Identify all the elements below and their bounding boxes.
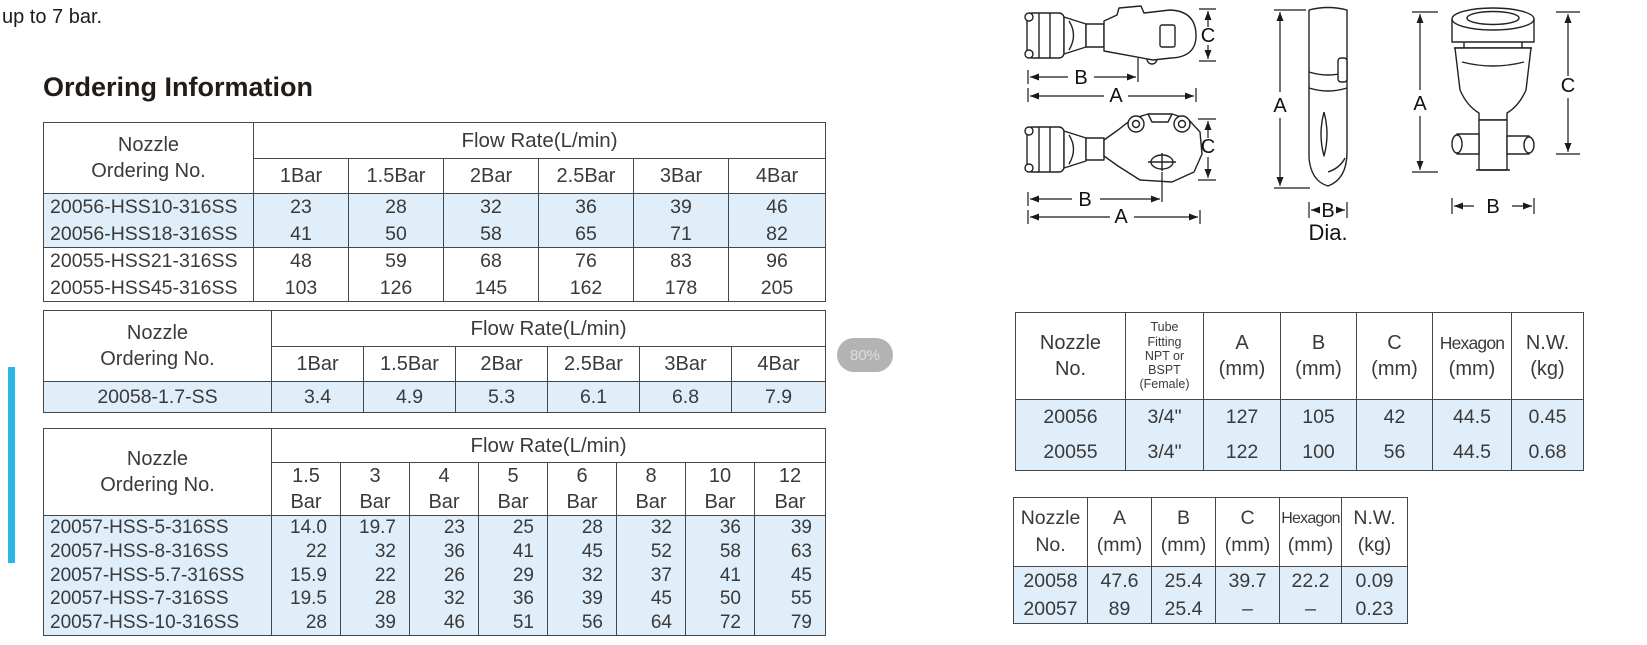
pressure-header: 2.5Bar — [539, 159, 634, 194]
nozzle-no: 20056-HSS18-316SS — [50, 222, 238, 245]
nozzle-outline — [1025, 6, 1196, 64]
dim-value: 3/4" — [1147, 441, 1182, 463]
page-title: Ordering Information — [43, 72, 313, 102]
nozzle-no: 20055-HSS21-316SS — [50, 250, 238, 272]
flow-value-cell — [634, 248, 729, 302]
table-body — [44, 194, 826, 302]
flow-value: 14.0 — [290, 517, 327, 538]
flow-value-cell — [686, 516, 755, 636]
drawing-clamp-nozzle-view — [1020, 110, 1220, 226]
nozzle-outline — [1025, 114, 1202, 182]
dimension-table-1-container — [1015, 312, 1584, 471]
flow-value: 28 — [385, 196, 407, 218]
flow-value: 36 — [575, 196, 597, 218]
dim-label-b: B — [1486, 196, 1500, 218]
pressure-header: 1.5Bar — [349, 159, 444, 194]
flow-value: 45 — [581, 540, 603, 562]
flow-value: 96 — [766, 250, 788, 272]
column-header — [1152, 498, 1216, 567]
column-header — [1014, 498, 1088, 567]
flow-value: 63 — [790, 540, 812, 562]
flow-table-3 — [43, 428, 826, 636]
dim-label-b: B — [1321, 200, 1335, 222]
flow-value: 126 — [379, 276, 413, 299]
flow-value: 64 — [650, 612, 672, 634]
header-row — [44, 311, 826, 347]
flow-rate-header: Flow Rate(L/min) — [254, 123, 826, 159]
flow-value-cell — [349, 248, 444, 302]
table-body — [1016, 400, 1584, 471]
flow-value: 58 — [480, 222, 502, 245]
flow-value-cell — [349, 194, 444, 248]
nozzle-no-cell — [44, 194, 254, 248]
flow-value: 3.4 — [303, 386, 332, 408]
dim-value: 127 — [1225, 406, 1259, 428]
nozzle-outline — [1309, 8, 1347, 187]
intro-note: up to 7 bar. — [2, 6, 103, 28]
header-line: A — [1235, 332, 1249, 354]
header-line: (mm) — [1295, 358, 1342, 380]
flow-value-cell — [548, 382, 640, 413]
flow-value: 205 — [760, 276, 794, 299]
pressure-header: 1.5Bar — [364, 347, 456, 382]
header-line: (mm) — [1224, 534, 1271, 556]
flow-value: 46 — [766, 196, 788, 218]
flow-value: 22 — [374, 564, 396, 586]
flow-value: 7.9 — [764, 386, 793, 408]
dim-value: 25.4 — [1164, 570, 1203, 592]
flow-value: 46 — [443, 612, 465, 634]
flow-value: 26 — [443, 564, 465, 586]
header-line: Bar — [428, 491, 460, 513]
dim-value: 25.4 — [1164, 598, 1203, 620]
flow-table-1 — [43, 122, 826, 302]
flow-value: 19.5 — [290, 588, 327, 610]
dim-value: 42 — [1383, 406, 1406, 428]
flow-value: 28 — [581, 517, 603, 538]
pressure-header — [410, 463, 479, 516]
flow-value: 39 — [790, 517, 812, 538]
header-line: (mm) — [1096, 534, 1143, 556]
header-row — [1016, 313, 1584, 400]
header-line: N.W. — [1525, 332, 1570, 354]
flow-value: 5.3 — [487, 386, 516, 408]
header-line: 6 — [576, 465, 588, 487]
table-head — [1014, 498, 1408, 567]
drawing-swivel-nozzle-side-view — [1020, 2, 1220, 105]
dim-value-cell — [1126, 400, 1204, 471]
header-line: NPT or — [1144, 348, 1185, 363]
header-line: Nozzle — [1020, 507, 1081, 529]
dim-value: 0.23 — [1355, 598, 1394, 620]
header-line: (mm) — [1287, 534, 1334, 556]
nozzle-no: 20057-HSS-7-316SS — [50, 588, 229, 610]
header-line: C — [1240, 507, 1255, 529]
pressure-header: 2.5Bar — [548, 347, 640, 382]
flow-value: 83 — [670, 250, 692, 272]
flow-value: 50 — [385, 222, 407, 245]
header-line: B — [1176, 507, 1190, 529]
dim-value-cell — [1433, 400, 1512, 471]
pressure-header — [548, 463, 617, 516]
dim-value-cell — [1281, 400, 1357, 471]
header-line: Fitting — [1147, 334, 1182, 349]
flow-value: 51 — [512, 612, 534, 634]
flow-value: 23 — [290, 196, 312, 218]
dim-value-cell — [1280, 567, 1342, 624]
flow-value-cell — [640, 382, 732, 413]
dim-label-a: A — [1413, 93, 1427, 115]
flow-value-cell — [364, 382, 456, 413]
dim-value: 122 — [1225, 441, 1259, 463]
dim-value: 0.68 — [1528, 441, 1567, 463]
header-line: Ordering No. — [100, 348, 215, 370]
flow-value-cell — [272, 516, 341, 636]
flow-value-cell — [272, 382, 364, 413]
flow-value: 25 — [512, 517, 534, 538]
flow-value: 32 — [581, 564, 603, 586]
header-line: (Female) — [1139, 377, 1190, 392]
dim-value: 0.45 — [1528, 406, 1567, 428]
header-line: BSPT — [1148, 363, 1181, 378]
flow-value: 29 — [512, 564, 534, 586]
flow-value-cell — [634, 194, 729, 248]
nozzle-no: 20057-HSS-5.7-316SS — [50, 564, 245, 586]
flow-value: 23 — [443, 517, 465, 538]
dim-value: 0.09 — [1355, 570, 1394, 592]
flow-value: 58 — [719, 540, 741, 562]
header-line: Nozzle — [1039, 332, 1102, 354]
header-line: No. — [1054, 358, 1087, 380]
header-line: Bar — [497, 491, 529, 513]
flow-table-1-container — [43, 122, 826, 302]
header-line: N.W. — [1353, 507, 1396, 529]
column-header — [1357, 313, 1433, 400]
flow-value: 6.1 — [579, 386, 608, 408]
header-line: Bar — [774, 491, 806, 513]
header-line: Bar — [359, 491, 391, 513]
header-line: (mm) — [1371, 358, 1418, 380]
dim-value: 56 — [1383, 441, 1406, 463]
dim-value: – — [1305, 598, 1316, 620]
header-line: A — [1112, 507, 1126, 529]
dim-value-cell — [1512, 400, 1584, 471]
flow-value: 76 — [575, 250, 597, 272]
flow-value: 48 — [290, 250, 312, 272]
flow-value: 28 — [374, 588, 396, 610]
nozzle-outline — [1452, 8, 1534, 170]
pressure-header — [755, 463, 826, 516]
flow-value-cell — [456, 382, 548, 413]
dim-label-a: A — [1114, 206, 1128, 226]
dim-value: – — [1242, 598, 1253, 620]
nozzle-col-header — [44, 429, 272, 516]
header-line: Bar — [704, 491, 736, 513]
flow-value: 28 — [305, 612, 327, 634]
pressure-header: 3Bar — [634, 159, 729, 194]
dim-value: 44.5 — [1453, 406, 1491, 428]
table-head — [44, 429, 826, 516]
dimension-table-1 — [1015, 312, 1584, 471]
dim-value: 20058 — [1023, 570, 1078, 592]
flow-value: 4.9 — [395, 386, 424, 408]
dim-value-cell — [1204, 400, 1281, 471]
header-line: Hexagon — [1281, 510, 1340, 527]
flow-value: 72 — [719, 612, 741, 634]
column-header — [1512, 313, 1584, 400]
flow-value-cell — [755, 516, 826, 636]
dim-label-c: C — [1200, 136, 1216, 158]
flow-value: 41 — [512, 540, 534, 562]
header-line: 5 — [507, 465, 519, 487]
pressure-header: 4Bar — [729, 159, 826, 194]
flow-value: 32 — [443, 588, 465, 610]
nozzle-no: 20058-1.7-SS — [97, 386, 218, 408]
column-header — [1016, 313, 1126, 400]
dimension-table-2 — [1013, 497, 1408, 624]
flow-value: 162 — [569, 276, 603, 299]
header-line: Hexagon — [1439, 333, 1505, 353]
flow-value: 59 — [385, 250, 407, 272]
pressure-header: 2Bar — [444, 159, 539, 194]
header-line: Nozzle — [126, 322, 189, 344]
pressure-header: 4Bar — [732, 347, 826, 382]
header-row — [1014, 498, 1408, 567]
dim-value: 44.5 — [1453, 441, 1491, 463]
column-header — [1204, 313, 1281, 400]
header-line: Bar — [635, 491, 667, 513]
flow-value: 45 — [650, 588, 672, 610]
flow-rate-header: Flow Rate(L/min) — [272, 311, 826, 347]
flow-value-cell — [539, 194, 634, 248]
flow-value-cell — [732, 382, 826, 413]
nozzle-no: 20056-HSS10-316SS — [50, 196, 238, 218]
pressure-header — [617, 463, 686, 516]
flow-value: 82 — [766, 222, 788, 245]
column-header — [1281, 313, 1357, 400]
flow-value-cell — [548, 516, 617, 636]
dim-value-cell — [1016, 400, 1126, 471]
flow-value: 39 — [374, 612, 396, 634]
flow-value-cell — [617, 516, 686, 636]
header-line: Ordering No. — [100, 474, 215, 496]
flow-value: 36 — [719, 517, 741, 538]
nozzle-no: 20057-HSS-8-316SS — [50, 540, 229, 562]
nozzle-no: 20057-HSS-5-316SS — [50, 517, 229, 538]
table-head — [44, 123, 826, 194]
header-line: 3 — [369, 465, 381, 487]
dim-value: 20055 — [1043, 441, 1098, 463]
flow-value: 6.8 — [671, 386, 700, 408]
dim-value-cell — [1088, 567, 1152, 624]
flow-value: 22 — [305, 540, 327, 562]
table-head — [44, 311, 826, 382]
dim-value: 20056 — [1043, 406, 1098, 428]
table-row-group — [44, 248, 826, 302]
pressure-header: 1Bar — [254, 159, 349, 194]
table-row-group — [1014, 567, 1408, 624]
flow-value: 36 — [443, 540, 465, 562]
header-line: Nozzle — [126, 448, 189, 470]
accent-bar — [8, 367, 15, 563]
flow-value: 56 — [581, 612, 603, 634]
nozzle-no: 20057-HSS-10-316SS — [50, 612, 240, 634]
diameter-caption: Dia. — [1308, 220, 1348, 244]
flow-value: 178 — [664, 276, 698, 299]
dim-label-a: A — [1273, 95, 1287, 117]
header-row — [44, 123, 826, 159]
flow-value: 19.7 — [359, 517, 396, 538]
table-body — [1014, 567, 1408, 624]
column-header — [1088, 498, 1152, 567]
table-row-group — [44, 194, 826, 248]
flow-table-3-container — [43, 428, 826, 636]
dim-value-cell — [1357, 400, 1433, 471]
flow-value: 145 — [474, 276, 508, 299]
flow-value-cell — [444, 194, 539, 248]
flow-value: 68 — [480, 250, 502, 272]
header-line: Bar — [566, 491, 598, 513]
dim-value: 22.2 — [1291, 570, 1330, 592]
dimension-table-2-container — [1013, 497, 1408, 624]
dim-label-b: B — [1078, 189, 1092, 211]
nozzle-no: 20055-HSS45-316SS — [50, 276, 238, 299]
header-line: C — [1387, 332, 1402, 354]
flow-value: 36 — [512, 588, 534, 610]
pressure-header — [479, 463, 548, 516]
flow-value-cell — [729, 248, 826, 302]
header-line: (mm) — [1160, 534, 1207, 556]
header-line: (kg) — [1530, 358, 1565, 380]
dim-value: 39.7 — [1228, 570, 1267, 592]
header-line: Nozzle — [117, 134, 180, 156]
flow-value-cell — [254, 248, 349, 302]
header-line: (mm) — [1218, 358, 1266, 380]
dim-label-c: C — [1200, 25, 1216, 47]
pressure-header: 1Bar — [272, 347, 364, 382]
header-line: 8 — [645, 465, 657, 487]
flow-table-2 — [43, 310, 826, 413]
dim-value: 89 — [1108, 598, 1131, 620]
dim-value: 100 — [1302, 441, 1335, 463]
header-line: 10 — [708, 465, 732, 487]
dim-value: 105 — [1302, 406, 1335, 428]
table-row-group — [1016, 400, 1584, 471]
nozzle-no-cell — [44, 382, 272, 413]
flow-value: 45 — [790, 564, 812, 586]
nozzle-no-cell — [44, 248, 254, 302]
table-body — [44, 382, 826, 413]
flow-value: 71 — [670, 222, 692, 245]
flow-value: 37 — [650, 564, 672, 586]
header-line: Bar — [290, 491, 322, 513]
pressure-header — [686, 463, 755, 516]
nozzle-no-cell — [44, 516, 272, 636]
dim-label-b: B — [1074, 67, 1088, 89]
header-line: 12 — [778, 465, 802, 487]
pressure-header — [272, 463, 341, 516]
flow-value: 15.9 — [290, 564, 327, 586]
header-line: B — [1311, 332, 1326, 354]
flow-value: 39 — [581, 588, 603, 610]
header-line: (kg) — [1357, 534, 1392, 556]
header-row — [44, 429, 826, 463]
header-line: 4 — [438, 465, 450, 487]
flow-value: 32 — [650, 517, 672, 538]
header-line: 1.5 — [292, 465, 320, 487]
table-head — [1016, 313, 1584, 400]
column-header — [1216, 498, 1280, 567]
flow-value-cell — [410, 516, 479, 636]
dim-value: 20057 — [1023, 598, 1078, 620]
table-row-group — [44, 516, 826, 636]
dim-value: 3/4" — [1147, 406, 1182, 428]
column-header — [1126, 313, 1204, 400]
dim-label-c: C — [1560, 75, 1576, 97]
column-header — [1342, 498, 1408, 567]
flow-value-cell — [341, 516, 410, 636]
pressure-header — [341, 463, 410, 516]
flow-value-cell — [539, 248, 634, 302]
flow-value: 65 — [575, 222, 597, 245]
column-header — [1280, 498, 1342, 567]
drawing-pen-nozzle — [1266, 2, 1366, 244]
flow-value: 79 — [790, 612, 812, 634]
flow-value: 41 — [290, 222, 312, 245]
flow-value: 50 — [719, 588, 741, 610]
nozzle-col-header — [44, 311, 272, 382]
table-body — [44, 516, 826, 636]
flow-value: 41 — [719, 564, 741, 586]
zoom-level-badge: 80% — [837, 338, 893, 372]
header-line: Tube — [1150, 320, 1179, 335]
pressure-header: 2Bar — [456, 347, 548, 382]
flow-value: 52 — [650, 540, 672, 562]
column-header — [1433, 313, 1512, 400]
nozzle-col-header — [44, 123, 254, 194]
dim-value-cell — [1216, 567, 1280, 624]
flow-value: 55 — [790, 588, 812, 610]
flow-value: 32 — [480, 196, 502, 218]
dim-label-a: A — [1109, 85, 1123, 105]
header-line: (mm) — [1448, 358, 1496, 380]
flow-value: 103 — [284, 276, 318, 299]
dim-value-cell — [1152, 567, 1216, 624]
flow-value-cell — [479, 516, 548, 636]
flow-rate-header: Flow Rate(L/min) — [272, 429, 826, 463]
flow-value: 39 — [670, 196, 692, 218]
flow-value-cell — [729, 194, 826, 248]
drawing-cup-nozzle — [1398, 2, 1588, 222]
header-line: No. — [1035, 534, 1066, 556]
flow-value-cell — [444, 248, 539, 302]
dim-value-cell — [1014, 567, 1088, 624]
flow-value-cell — [254, 194, 349, 248]
table-row-group — [44, 382, 826, 413]
flow-value: 32 — [374, 540, 396, 562]
header-line: Ordering No. — [91, 160, 206, 182]
dim-value-cell — [1342, 567, 1408, 624]
dim-value: 47.6 — [1100, 570, 1139, 592]
pressure-header: 3Bar — [640, 347, 732, 382]
flow-table-2-container — [43, 310, 826, 413]
